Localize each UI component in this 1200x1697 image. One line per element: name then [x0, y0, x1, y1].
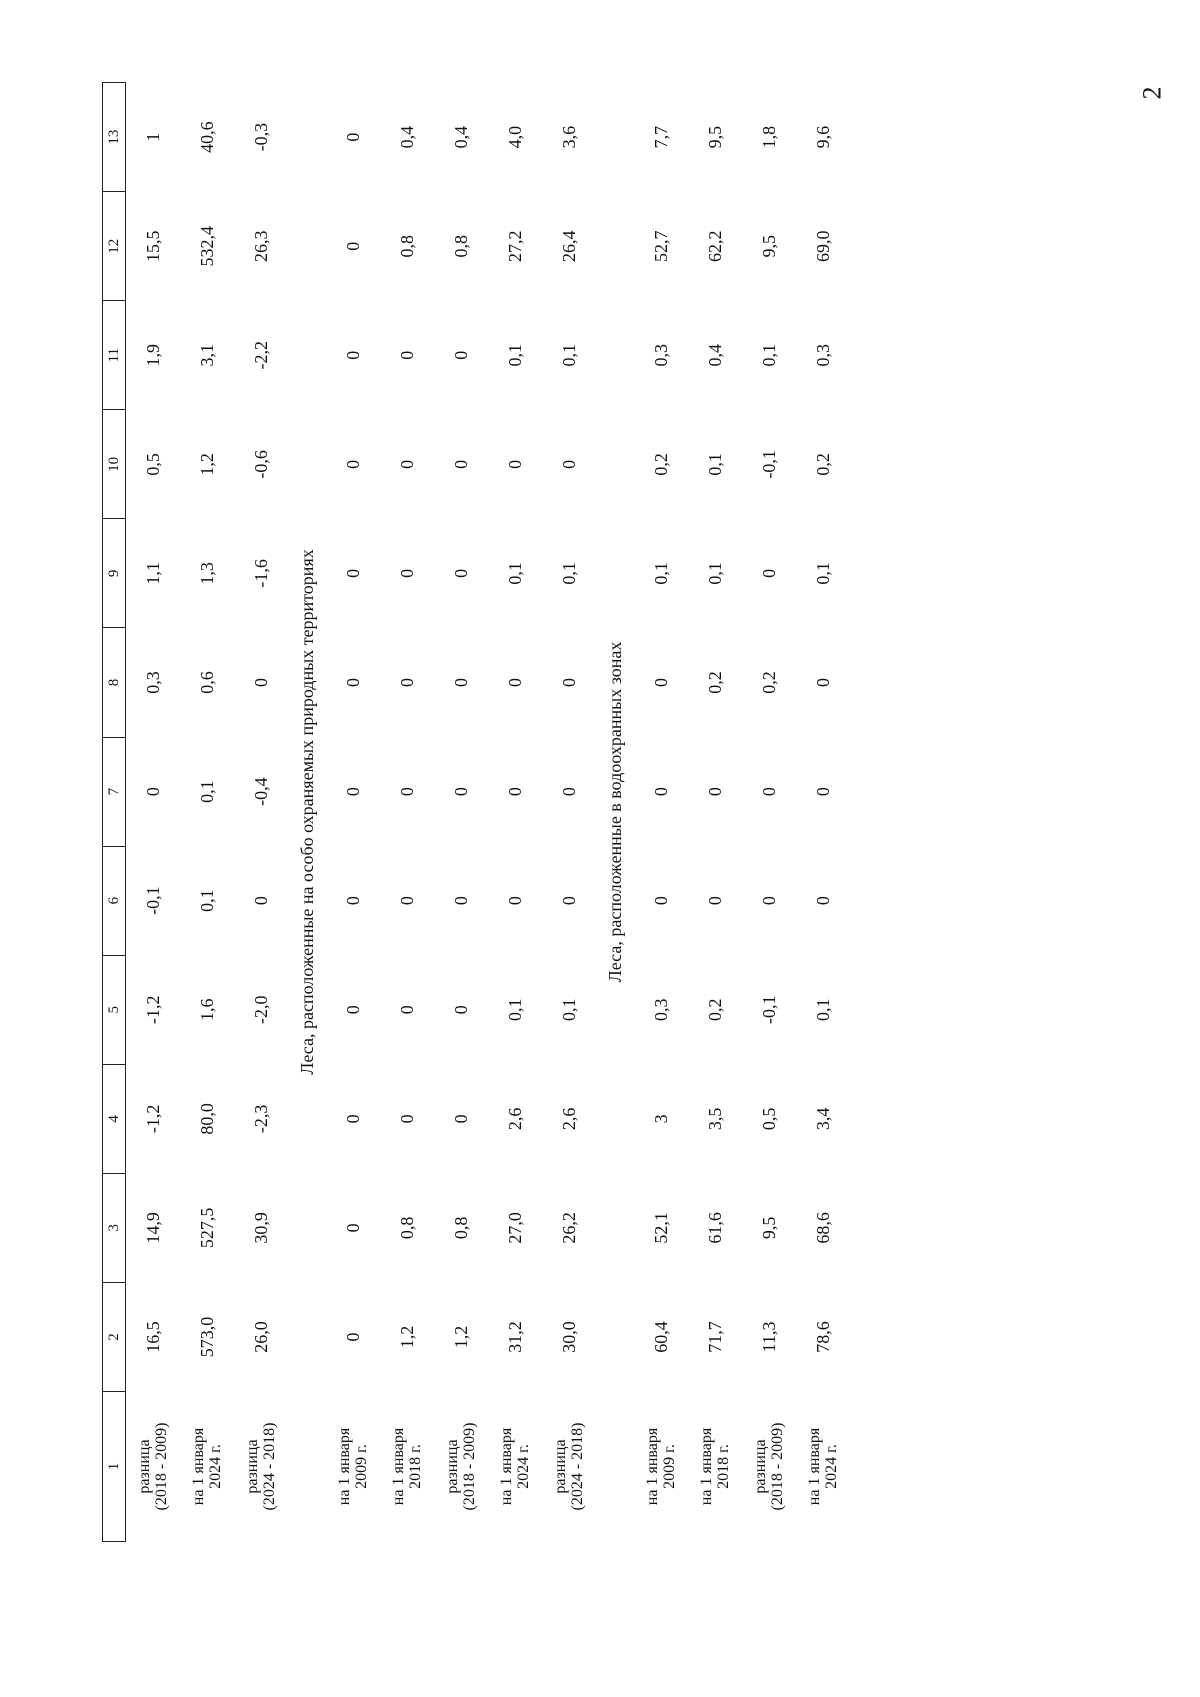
table-row [634, 83, 688, 1542]
table-cell: -1,6 [250, 559, 271, 588]
row-label: на 1 января 2009 г. [336, 1427, 370, 1506]
table-cell: 2,6 [504, 1107, 525, 1131]
table-cell: 3,5 [704, 1107, 725, 1131]
column-header-3: 3 [103, 1173, 126, 1282]
table-cell: 0 [704, 896, 725, 906]
table-cell: 0 [342, 568, 363, 578]
table-cell: -0,1 [142, 886, 163, 915]
table-cell: 0,8 [450, 234, 471, 258]
table-cell: 0 [450, 459, 471, 469]
table-cell: 3,4 [812, 1107, 833, 1131]
table-cell: 0 [504, 787, 525, 797]
table-cell: 0 [650, 678, 671, 687]
table-cell: 0 [704, 787, 725, 797]
table-cell: 30,0 [558, 1321, 579, 1353]
table-cell: 0 [396, 459, 417, 469]
table-cell: 7,7 [650, 125, 671, 149]
table-cell: 60,4 [650, 1321, 671, 1353]
table-cell: 1,2 [450, 1325, 471, 1349]
column-header-12: 12 [103, 192, 126, 301]
table-cell: 0 [342, 350, 363, 360]
header-row [103, 83, 126, 1542]
table-cell: 0,1 [758, 344, 779, 367]
table-cell: 0 [758, 568, 779, 578]
table-cell: -0,1 [758, 995, 779, 1024]
column-header-4: 4 [103, 1064, 126, 1173]
table-cell: 0 [812, 787, 833, 797]
table-cell: 0 [342, 896, 363, 906]
table-cell: 1,2 [396, 1325, 417, 1349]
table-cell: 0 [450, 568, 471, 578]
table-row [326, 83, 380, 1542]
table-cell: 0 [396, 896, 417, 906]
table-cell: 0,4 [450, 125, 471, 149]
table-cell: 0,1 [558, 344, 579, 367]
table-cell: 3,6 [558, 125, 579, 149]
table-cell: 0 [450, 896, 471, 906]
table-cell: 0 [558, 896, 579, 906]
table-cell: 0 [396, 678, 417, 687]
column-header-13: 13 [103, 83, 126, 192]
row-label: разница (2018 - 2009) [444, 1422, 478, 1511]
table-cell: 527,5 [196, 1207, 217, 1249]
table-cell: 9,5 [758, 234, 779, 258]
table-row [434, 83, 488, 1542]
table-cell: 27,2 [504, 230, 525, 262]
table-cell: 0,1 [558, 998, 579, 1021]
row-label: на 1 января 2018 г. [390, 1427, 424, 1506]
column-header-11: 11 [103, 301, 126, 410]
table-cell: 0,4 [396, 125, 417, 149]
table-cell: -0,6 [250, 450, 271, 479]
table-cell: 0,8 [396, 1216, 417, 1240]
table-cell: 0,2 [704, 998, 725, 1021]
table-cell: 26,0 [250, 1321, 271, 1353]
table-cell: 0,8 [396, 234, 417, 258]
table-cell: 0 [342, 1223, 363, 1233]
table-cell: 0,2 [704, 671, 725, 694]
table-cell: -0,4 [250, 777, 271, 806]
table-cell: 0 [342, 132, 363, 142]
table-cell: 0,3 [142, 671, 163, 694]
table-cell: 0 [504, 896, 525, 906]
table-cell: 15,5 [142, 230, 163, 262]
table-cell: 52,7 [650, 230, 671, 262]
column-header-6: 6 [103, 846, 126, 955]
table-cell: 30,9 [250, 1212, 271, 1244]
table-cell: 0,4 [704, 344, 725, 367]
table-cell: 0 [396, 568, 417, 578]
column-header-8: 8 [103, 628, 126, 737]
column-header-1: 1 [103, 1392, 126, 1542]
forest-data-table [102, 82, 850, 1542]
table-cell: 0 [342, 241, 363, 251]
table-cell: 9,5 [704, 125, 725, 149]
table-cell: 0 [342, 787, 363, 797]
table-cell: 0,1 [504, 562, 525, 585]
table-cell: 0 [558, 678, 579, 687]
table-cell: 0,3 [812, 344, 833, 367]
table-cell: 14,9 [142, 1212, 163, 1244]
table-cell: 0,1 [196, 780, 217, 803]
table-cell: -2,0 [250, 995, 271, 1024]
table-cell: 1 [142, 132, 163, 142]
table-body [126, 83, 851, 1542]
table-cell: 0 [450, 1005, 471, 1015]
table-cell: 0 [142, 787, 163, 797]
section-heading-row [596, 83, 634, 1542]
table-cell: 0 [450, 350, 471, 360]
table-cell: 573,0 [196, 1316, 217, 1358]
table-cell: -2,3 [250, 1104, 271, 1134]
table-row [234, 83, 288, 1542]
table-cell: 0,2 [758, 671, 779, 694]
table-cell: 0,1 [704, 562, 725, 585]
table-cell: 0,2 [812, 453, 833, 476]
table-cell: 16,5 [142, 1321, 163, 1353]
table-cell: 0,5 [142, 453, 163, 476]
table-cell: 0 [342, 1332, 363, 1342]
table-cell: 3 [650, 1114, 671, 1124]
table-cell: 0,1 [650, 562, 671, 585]
table-cell: 0 [342, 459, 363, 469]
table-cell: 0 [558, 787, 579, 797]
table-cell: 0 [450, 787, 471, 797]
section-heading: Леса, расположенные в водоохранных зонах [604, 641, 625, 983]
table-cell: 9,6 [812, 125, 833, 149]
table-cell: 26,3 [250, 230, 271, 262]
table-cell: 0 [758, 896, 779, 906]
column-header-7: 7 [103, 737, 126, 846]
table-row [488, 83, 542, 1542]
table-cell: 26,2 [558, 1212, 579, 1244]
table-row [796, 83, 850, 1542]
table-cell: 0,1 [504, 998, 525, 1021]
column-header-5: 5 [103, 955, 126, 1064]
table-row [180, 83, 234, 1542]
table-cell: 69,0 [812, 230, 833, 262]
table-cell: -2,2 [250, 341, 271, 370]
table-cell: 0,1 [504, 344, 525, 367]
table-cell: 0,1 [704, 453, 725, 476]
table-cell: 71,7 [704, 1321, 725, 1353]
table-cell: 0 [650, 787, 671, 797]
table-cell: 0 [396, 1005, 417, 1015]
table-header [103, 83, 126, 1542]
table-cell: 2,6 [558, 1107, 579, 1131]
table-cell: 0 [342, 1114, 363, 1124]
table-cell: 0 [812, 896, 833, 906]
table-cell: 78,6 [812, 1321, 833, 1353]
table-cell: 0,2 [650, 453, 671, 476]
table-row [126, 83, 181, 1542]
table-cell: 0,5 [758, 1107, 779, 1131]
table-cell: 1,3 [196, 562, 217, 585]
table-cell: 0 [450, 1114, 471, 1124]
table-cell: 0,6 [196, 671, 217, 694]
table-cell: 0 [250, 896, 271, 906]
table-cell: 0,3 [650, 344, 671, 367]
table-cell: 0 [250, 678, 271, 687]
table-cell: 0,1 [812, 562, 833, 585]
table-row [688, 83, 742, 1542]
row-label: на 1 января 2024 г. [806, 1427, 840, 1506]
table-row [380, 83, 434, 1542]
table-cell: 0,1 [196, 889, 217, 912]
table-cell: 0 [504, 678, 525, 687]
table-cell: 11,3 [758, 1321, 779, 1353]
section-heading: Леса, расположенные на особо охраняемых природных территориях [296, 549, 317, 1075]
table-cell: 0 [342, 1005, 363, 1015]
table-cell: 4,0 [504, 125, 525, 149]
row-label: на 1 января 2024 г. [498, 1427, 532, 1506]
table-cell: 9,5 [758, 1216, 779, 1240]
table-row [542, 83, 596, 1542]
table-cell: 27,0 [504, 1212, 525, 1244]
table-cell: 0 [396, 350, 417, 360]
table-cell: 532,4 [196, 225, 217, 267]
table-cell: 0 [396, 787, 417, 797]
row-label: на 1 января 2024 г. [190, 1427, 224, 1506]
table-row [742, 83, 796, 1542]
table-cell: 0 [650, 896, 671, 906]
column-header-2: 2 [103, 1282, 126, 1391]
table-cell: 62,2 [704, 230, 725, 262]
row-label: на 1 января 2009 г. [644, 1427, 678, 1506]
table-cell: 0 [450, 678, 471, 687]
column-header-9: 9 [103, 519, 126, 628]
table-cell: -0,1 [758, 450, 779, 479]
table-cell: 0 [812, 678, 833, 687]
table-cell: 1,2 [196, 453, 217, 476]
table-cell: 0,1 [812, 998, 833, 1021]
table-cell: 31,2 [504, 1321, 525, 1353]
table-cell: 1,9 [142, 344, 163, 367]
table-cell: 0,3 [650, 998, 671, 1021]
table-cell: 3,1 [196, 344, 217, 367]
rotated-table-frame [102, 82, 1022, 1542]
table-cell: 1,6 [196, 998, 217, 1021]
table-cell: 0 [504, 459, 525, 469]
table-cell: 26,4 [558, 230, 579, 262]
row-label: разница (2018 - 2009) [752, 1422, 786, 1511]
row-label: разница (2024 - 2018) [244, 1422, 278, 1511]
row-label: на 1 января 2018 г. [698, 1427, 732, 1506]
table-cell: -0,3 [250, 122, 271, 152]
table-cell: 61,6 [704, 1212, 725, 1244]
table-cell: 0 [758, 787, 779, 797]
table-cell: 0,8 [450, 1216, 471, 1240]
table-cell: -1,2 [142, 1104, 163, 1134]
table-cell: 1,8 [758, 125, 779, 149]
table-cell: 0 [396, 1114, 417, 1124]
row-label: разница (2024 - 2018) [552, 1422, 586, 1511]
table-cell: 1,1 [142, 562, 163, 585]
table-cell: 40,6 [196, 121, 217, 153]
section-heading-row [288, 83, 326, 1542]
table-cell: 68,6 [812, 1212, 833, 1244]
table-cell: 0 [342, 678, 363, 687]
table-cell: 0 [558, 459, 579, 469]
table-cell: 0,1 [558, 562, 579, 585]
table-cell: -1,2 [142, 995, 163, 1024]
table-cell: 52,1 [650, 1212, 671, 1244]
row-label: разница (2018 - 2009) [136, 1422, 170, 1511]
page-number: 2 [1137, 86, 1167, 100]
table-cell: 80,0 [196, 1103, 217, 1135]
column-header-10: 10 [103, 410, 126, 519]
